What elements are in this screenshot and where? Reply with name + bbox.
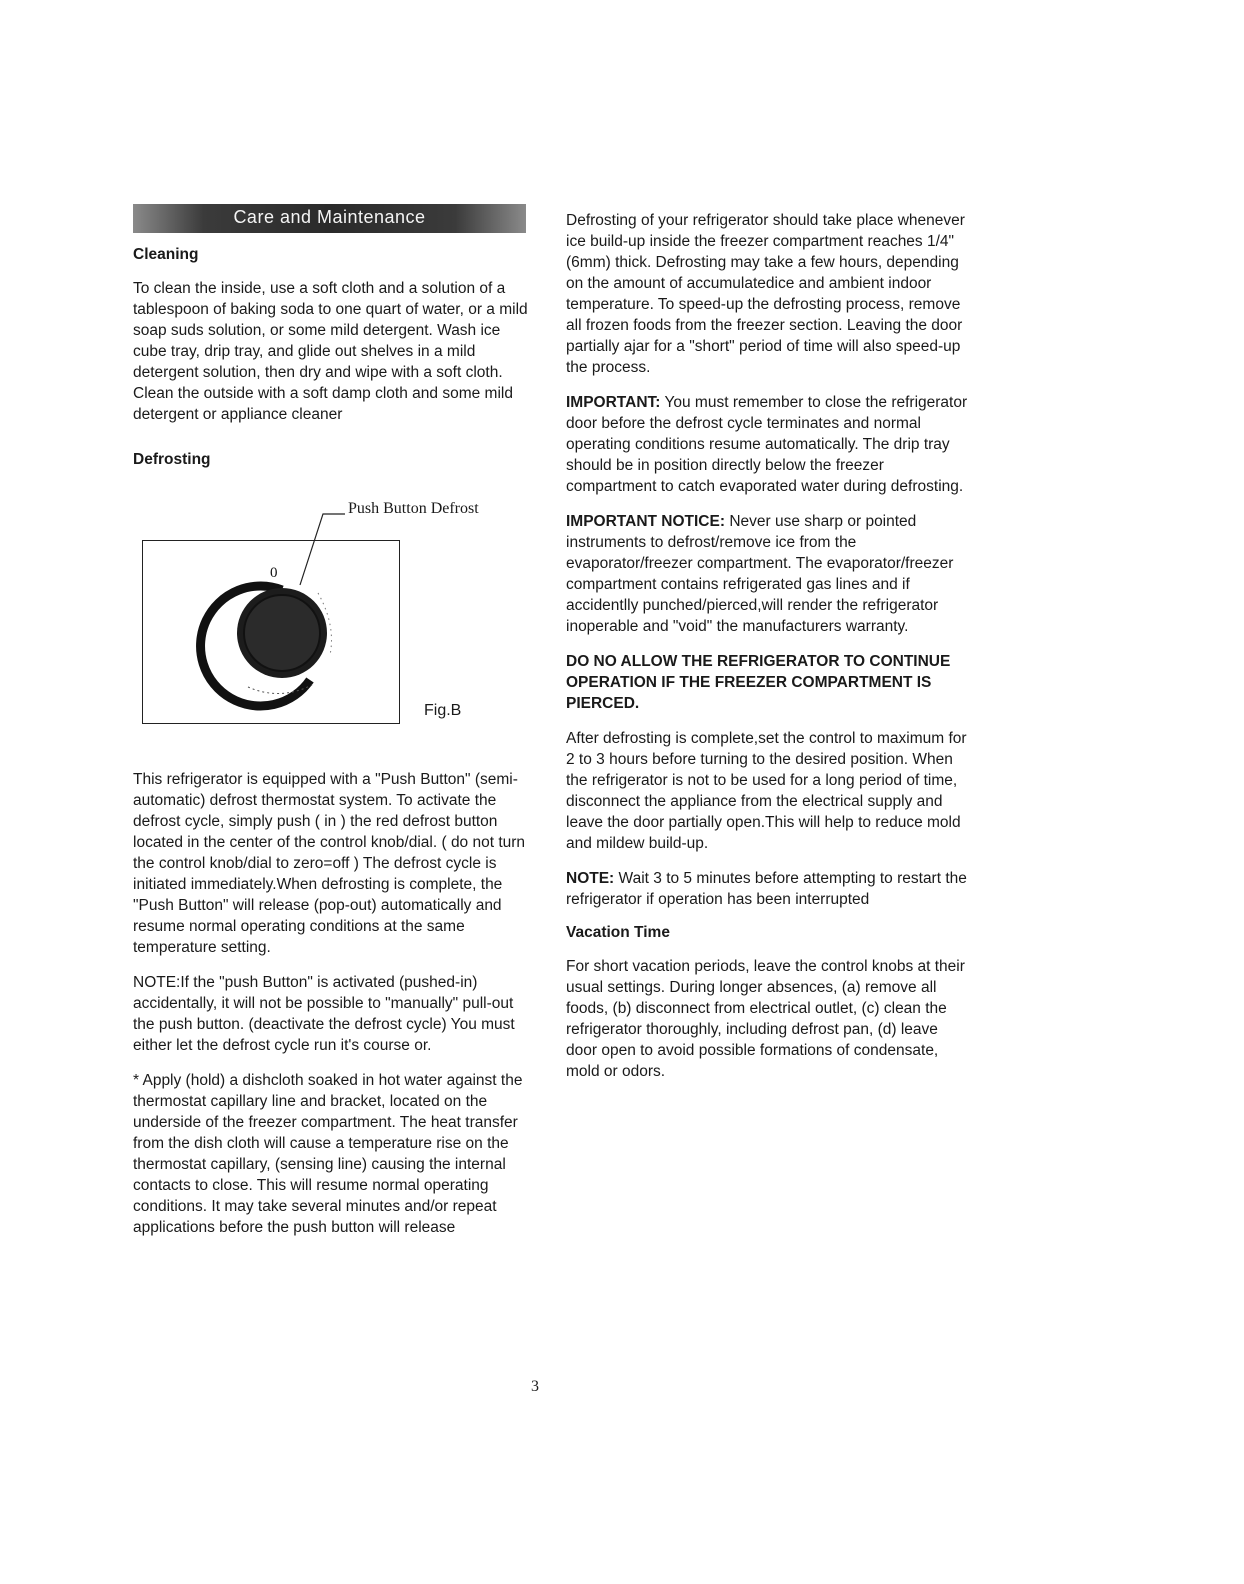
section-banner: [133, 204, 526, 233]
left-column-bottom: [133, 769, 533, 1252]
important-notice-paragraph: [566, 511, 971, 637]
cleaning-paragraph: To clean the inside, use a soft cloth and a solution of a tablespoon of baking soda to one quart of water, or a mild soap suds solution, or some mild detergent. Wash ice cube tray, drip tray, and glide out shelves in a mild detergent solution, then dry and wipe with a soft cloth. Clean the outside with a soft damp cloth and some mild detergent or appliance cleaner: [133, 280, 528, 423]
knob-face: [244, 595, 320, 671]
note-text: Wait 3 to 5 minutes before attempting to restart the refrigerator if operation has been interrupted: [566, 870, 967, 908]
right-column: [566, 210, 971, 1096]
callout-leader-line: [300, 514, 345, 585]
important-text: You must remember to close the refrigerator door before the defrost cycle terminates and normal operating conditions resume automatically. The drip tray should be in position directly below the freezer compartment to catch evaporated water during defrosting.: [566, 394, 968, 495]
banner-title: Care and Maintenance: [233, 207, 426, 227]
page-number: 3: [531, 1378, 539, 1395]
after-defrost-paragraph: After defrosting is complete,set the control to maximum for 2 to 3 hours before turning to the desired position. When the refrigerator is not to be used for a long period of time, disconnect the appliance from the electrical supply and leave the door partially open.This will help to reduce mold and mildew build-up.: [566, 730, 967, 852]
important-label: IMPORTANT:: [566, 394, 661, 411]
vacation-heading: Vacation Time: [566, 924, 670, 941]
warning-paragraph: DO NO ALLOW THE REFRIGERATOR TO CONTINUE OPERATION IF THE FREEZER COMPARTMENT IS PIERCED.: [566, 653, 951, 712]
figure-caption: Fig.B: [424, 702, 462, 719]
defrosting-heading: Defrosting: [133, 451, 211, 468]
dishcloth-paragraph: * Apply (hold) a dishcloth soaked in hot water against the thermostat capillary line and bracket, located on the underside of the freezer compartment. The heat transfer from the dish cloth will cause a temperature rise on the thermostat capillary, (sensing line) causing the internal contacts to close. This will resume normal operating conditions. It may take several minutes and/or repeat applications before the push button will release: [133, 1072, 523, 1236]
defrosting-paragraph: Defrosting of your refrigerator should take place whenever ice build-up inside the freezer compartment reaches 1/4" (6mm) thick. Defrosting may take a few hours, depending on the amount of accumulatedice and ambient indoor temperature. To speed-up the defrosting process, remove all frozen foods from the freezer section. Leaving the door partially ajar for a "short" period of time will also speed-up the process.: [566, 212, 965, 376]
important-notice-text: Never use sharp or pointed instruments to defrost/remove ice from the evaporator/freezer compartment. The evaporator/freezer compartment contains refrigerated gas lines and if accidentlly punched/pierced,will render the refrigerator inoperable and "void" the manufacturers warranty.: [566, 513, 954, 635]
control-knob-diagram: [140, 505, 410, 730]
note-paragraph: NOTE:If the "push Button" is activated (pushed-in) accidentally, it will not be possible to "manually" pull-out the push button. (deactivate the defrost cycle) You must either let the defrost cycle run it's course or.: [133, 974, 515, 1054]
vacation-paragraph: For short vacation periods, leave the control knobs at their usual settings. During longer absences, (a) remove all foods, (b) disconnect from electrical outlet, (c) clean the refrigerator thoroughly, including defrost pan, (d) leave door open to avoid possible formations of condensate, mold or odors.: [566, 958, 965, 1080]
restart-note-paragraph: [566, 868, 971, 910]
push-button-defrost-label: Push Button Defrost: [348, 500, 479, 517]
push-button-paragraph: This refrigerator is equipped with a "Push Button" (semi-automatic) defrost thermostat system. To activate the defrost cycle, simply push ( in ) the red defrost button located in the center of the control knob/dial. ( do not turn the control knob/dial to zero=off ) The defrost cycle is initiated immediately.When defrosting is complete, the "Push Button" will release (pop-out) automatically and resume normal operating conditions at the same temperature setting.: [133, 771, 526, 956]
important-notice-label: IMPORTANT NOTICE:: [566, 513, 726, 530]
cleaning-heading: Cleaning: [133, 246, 199, 263]
knob-zero-mark: 0: [270, 565, 278, 581]
left-column-top: [133, 246, 533, 469]
important-paragraph: [566, 392, 971, 497]
note-label: NOTE:: [566, 870, 615, 887]
